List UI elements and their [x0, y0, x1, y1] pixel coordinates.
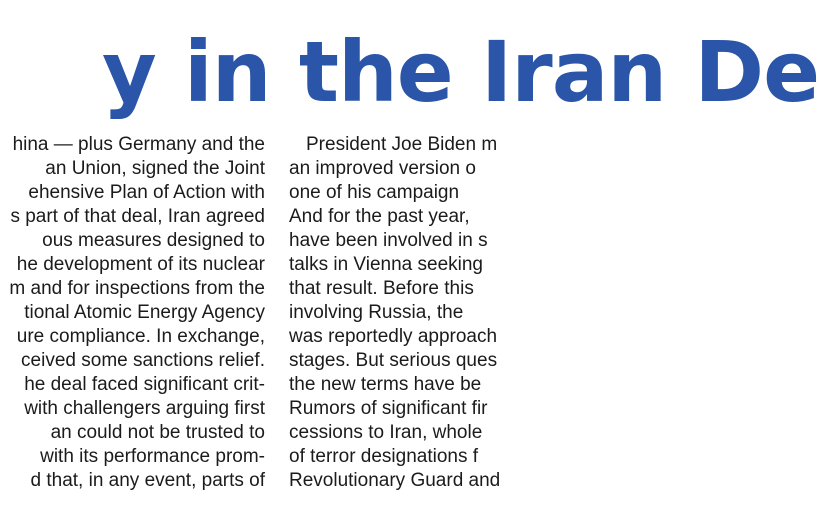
headline: y in the Iran De [102, 23, 819, 121]
right-column-line: was reportedly approach [289, 326, 498, 347]
left-column-line: ceived some sanctions relief. [21, 350, 265, 371]
left-column-line: tional Atomic Energy Agency [24, 302, 265, 323]
left-column-line: an could not be trusted to [50, 422, 265, 443]
right-column-line: one of his campaign [289, 182, 460, 203]
left-column-line: hina — plus Germany and the [12, 134, 265, 155]
left-column-line: with challengers arguing first [24, 398, 265, 419]
right-column-line: Revolutionary Guard and [289, 470, 501, 491]
right-column-line: Rumors of significant fir [289, 398, 488, 419]
right-column-line: of terror designations f [289, 446, 479, 467]
left-column-line: ure compliance. In exchange, [16, 326, 265, 347]
left-column-line: ehensive Plan of Action with [28, 182, 265, 203]
right-column [289, 133, 529, 493]
right-column-line: talks in Vienna seeking [289, 254, 483, 275]
right-column-line: stages. But serious ques [289, 350, 498, 371]
right-column-line: And for the past year, [289, 206, 470, 227]
left-column-line: s part of that deal, Iran agreed [10, 206, 265, 227]
right-column-line: an improved version o [289, 158, 476, 179]
left-column-line: he development of its nuclear [16, 254, 265, 275]
left-column-line: with its performance prom- [40, 446, 265, 467]
right-column-line: involving Russia, the [289, 302, 464, 323]
right-column-line: cessions to Iran, whole [289, 422, 483, 443]
left-column-line: an Union, signed the Joint [45, 158, 265, 179]
right-column-line: that result. Before this [289, 278, 474, 299]
right-column-line: the new terms have be [289, 374, 482, 395]
left-column-line: m and for inspections from the [9, 278, 265, 299]
left-column-line: ous measures designed to [42, 230, 265, 251]
left-column [0, 133, 265, 493]
right-column-line: President Joe Biden m [306, 134, 498, 155]
left-column-line: he deal faced significant crit- [24, 374, 265, 395]
left-column-line: d that, in any event, parts of [30, 470, 265, 491]
right-column-line: have been involved in s [289, 230, 488, 251]
